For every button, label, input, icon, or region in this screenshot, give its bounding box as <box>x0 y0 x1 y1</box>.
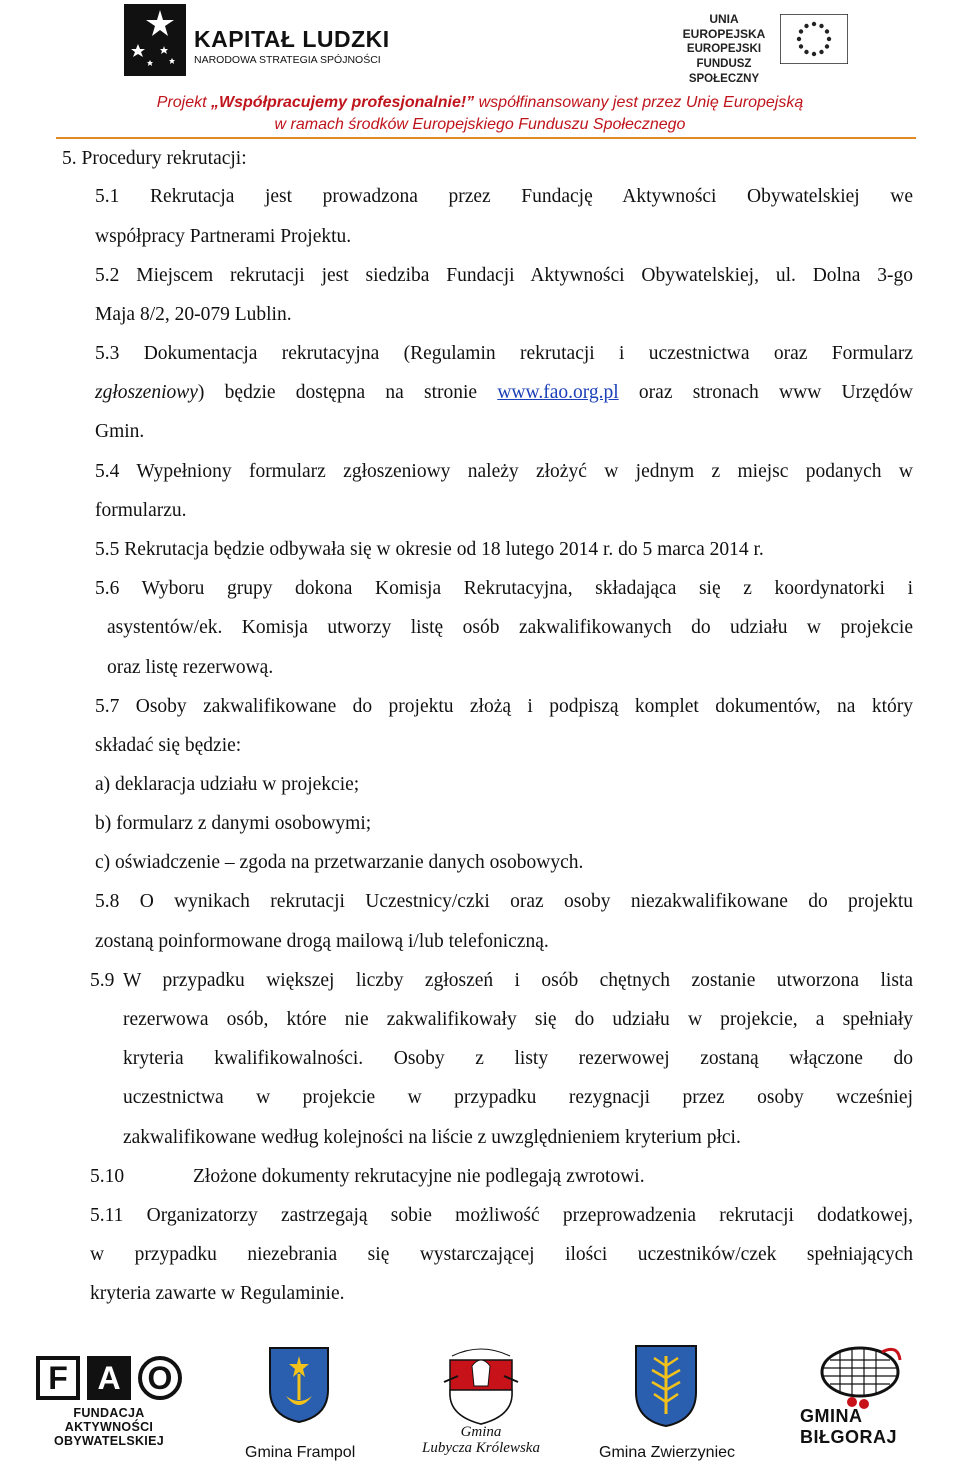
zwierzyniec-label: Gmina Zwierzyniec <box>599 1444 736 1461</box>
eu-flag-icon <box>780 14 848 64</box>
line-5-3-c: Gmin. <box>95 421 145 442</box>
line-5-7-a: 5.7 Osoby zakwalifikowane do projektu złożą i podpiszą komplet dokumentów, na który <box>95 696 913 717</box>
star-emblem-icon <box>124 4 186 76</box>
section-heading: 5. Procedury rekrutacji: <box>62 148 247 169</box>
form-italic-word: zgłoszeniowy <box>95 382 198 403</box>
line-5-1-b: współpracy Partnerami Projektu. <box>95 226 352 247</box>
fao-logo <box>36 1356 182 1448</box>
eu-logo <box>668 8 848 85</box>
line-5-3-a: 5.3 Dokumentacja rekrutacyjna (Regulamin rekrutacji i uczestnictwa oraz Formularz <box>95 343 913 364</box>
line-5-10: Złożone dokumenty rekrutacyjne nie podlegają zwrotowi. <box>193 1166 645 1187</box>
line-5-4-a: 5.4 Wypełniony formularz zgłoszeniowy należy złożyć w jednym z miejsc podanych w <box>95 461 913 482</box>
eu-line-1: UNIA EUROPEJSKA <box>682 12 766 41</box>
list-item-b: b) formularz z danymi osobowymi; <box>95 813 372 834</box>
line-5-7-b: składać się będzie: <box>95 735 242 756</box>
line-5-10-number: 5.10 <box>90 1166 125 1187</box>
line-5-8-b: zostaną poinformowane drogą mailową i/lub telefoniczną. <box>95 931 549 952</box>
header-rule <box>56 137 916 139</box>
fao-name-line-2: OBYWATELSKIEJ <box>54 1434 164 1448</box>
eu-line-2: EUROPEJSKI <box>686 43 762 55</box>
project-line-1 <box>0 94 960 112</box>
kapital-ludzki-name: KAPITAŁ LUDZKI <box>194 26 390 52</box>
line-5-11-a: 5.11 Organizatorzy zastrzegają sobie możliwość przeprowadzenia rekrutacji dodatkowej, <box>90 1205 913 1226</box>
line-5-9-number: 5.9 <box>90 970 115 991</box>
line-5-2-a: 5.2 Miejscem rekrutacji jest siedziba Fundacji Aktywności Obywatelskiej, ul. Dolna 3-go <box>95 265 913 286</box>
frampol-crest-icon <box>268 1346 330 1424</box>
line-5-9-c: kryteria kwalifikowalności. Osoby z listy rezerwowej zostaną włączone do <box>123 1048 913 1069</box>
line-5-8-a: 5.8 O wynikach rekrutacji Uczestnicy/czki oraz osoby niezakwalifikowane do projektu <box>95 891 913 912</box>
frampol-label: Gmina Frampol <box>245 1444 356 1461</box>
kapital-ludzki-subtitle: NARODOWA STRATEGIA SPÓJNOŚCI <box>194 54 381 66</box>
list-item-c: c) oświadczenie – zgoda na przetwarzanie danych osobowych. <box>95 852 584 873</box>
lubycza-label-line-1: Gmina <box>460 1424 502 1440</box>
fao-letter-f: F <box>36 1356 80 1400</box>
fao-website-link[interactable]: www.fao.org.pl <box>497 382 619 403</box>
line-5-9-a: W przypadku większej liczby zgłoszeń i osób chętnych zostanie utworzona lista <box>123 970 913 991</box>
line-5-6-a: 5.6 Wyboru grupy dokona Komisja Rekrutacyjna, składająca się z koordynatorki i <box>95 578 913 599</box>
eu-logo-text <box>668 12 780 87</box>
fao-name-line-1: FUNDACJA AKTYWNOŚCI <box>64 1406 154 1434</box>
lubycza-crest-icon <box>422 1346 540 1428</box>
line-5-4-b: formularzu. <box>95 500 187 521</box>
fao-letter-a: A <box>87 1356 131 1400</box>
line-5-11-b: w przypadku niezebrania się wystarczającej ilości uczestników/czek spełniających <box>90 1244 913 1265</box>
project-suffix: współfinansowany jest przez Unię Europejską <box>474 94 804 111</box>
lubycza-label <box>410 1424 552 1456</box>
line-5-9-d: uczestnictwa w projekcie w przypadku rezygnacji przez osoby wcześniej <box>123 1087 913 1108</box>
line-5-11-c: kryteria zawarte w Regulaminie. <box>90 1283 345 1304</box>
line-5-3-b-tail: oraz stronach www Urzędów <box>618 382 913 403</box>
line-5-9-b: rezerwowa osób, które nie zakwalifikowały się do udziału w projekcie, a spełniały <box>123 1009 913 1030</box>
kapital-ludzki-logo <box>124 4 390 76</box>
project-name: „Współpracujemy profesjonalnie!” <box>211 94 475 111</box>
line-5-9-e: zakwalifikowane według kolejności na liście z uwzględnieniem kryterium płci. <box>123 1127 741 1148</box>
list-item-a: a) deklaracja udziału w projekcie; <box>95 774 360 795</box>
project-prefix: Projekt <box>156 94 212 111</box>
line-5-5: 5.5 Rekrutacja będzie odbywała się w okresie od 18 lutego 2014 r. do 5 marca 2014 r. <box>95 539 764 560</box>
lubycza-label-line-2: Lubycza Królewska <box>422 1440 540 1456</box>
line-5-6-b: asystentów/ek. Komisja utworzy listę osób zakwalifikowanych do udziału w projekcie <box>107 617 913 638</box>
line-5-2-b: Maja 8/2, 20-079 Lublin. <box>95 304 292 325</box>
eu-line-3: FUNDUSZ SPOŁECZNY <box>688 58 760 85</box>
project-line-2: w ramach środków Europejskiego Funduszu Społecznego <box>274 116 686 133</box>
fao-name <box>36 1406 182 1448</box>
line-5-6-c: oraz listę rezerwową. <box>107 657 274 678</box>
zwierzyniec-crest-icon <box>634 1344 698 1428</box>
line-5-3-b <box>95 381 913 405</box>
line-5-1-a: 5.1 Rekrutacja jest prowadzona przez Fundację Aktywności Obywatelskiej we <box>95 186 913 207</box>
bilgoraj-sieve-icon <box>812 1344 908 1410</box>
bilgoraj-label: GMINA BIŁGORAJ <box>800 1406 898 1447</box>
fao-letter-o: O <box>138 1356 182 1400</box>
line-5-3-b-text: ) będzie dostępna na stronie <box>197 382 498 403</box>
